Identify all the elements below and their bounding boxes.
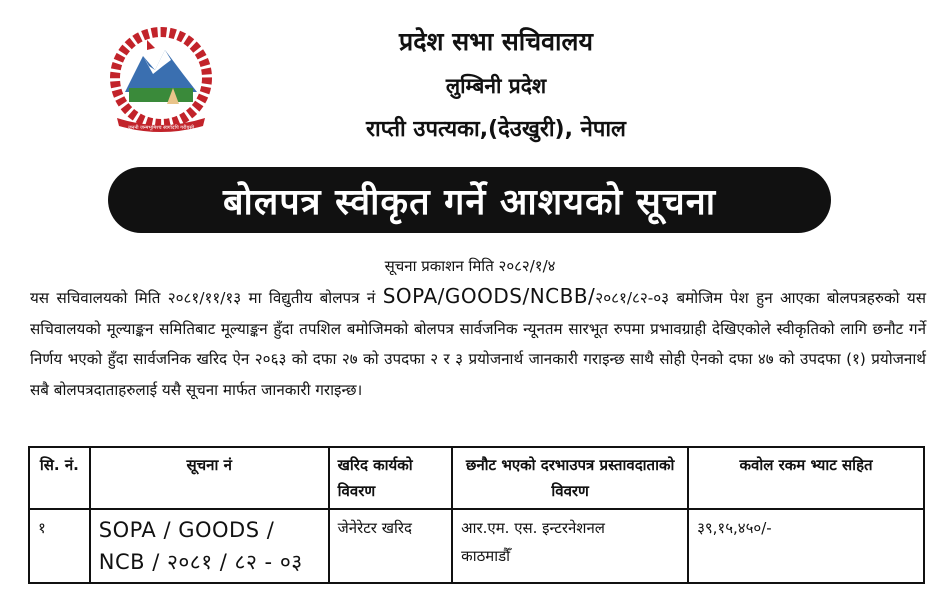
header-sn: सि. नं. [29,447,90,509]
tender-reference: SOPA/GOODS/NCBB/ [382,284,596,308]
body-part2: २०८१/८२-०३ बमोजिम पेश हुन आएका बोलपत्रहरुको यस सचिवालयको मूल्याङ्कन समितिबाट मूल्याङ्कन हुँदा तपशिल बमोजिमको बोलपत्र सार्वजनिक न्यूनतम सारभूत रुपमा प्रभावग्राही देखिएकोले स्वीकृतिको लागि छनौट गर्ने निर्णय भएको हुँदा सार्वजनिक खरिद ऐन २०६३ को दफा २७ को उपदफा २ र ३ प्रयोजनार्थ जानकारी गराइन्छ साथै सोही ऐनको दफा ४७ को उपदफा (१) प्रयोजनार्थ सबै बोलपत्रदाताहरुलाई यसै सूचना मार्फत जानकारी गराइन्छ। [30,289,926,399]
cell-notice-no [90,509,329,583]
header-notice-no: सूचना नं [90,447,329,509]
cell-bidder-line2: काठमाडौँ [461,547,511,565]
header-bidder: छनौट भएको दरभाउपत्र प्रस्तावदाताको विवरण [452,447,688,509]
cell-notice-line2: NCB / २०८१ / ८२ - ०३ [98,550,303,574]
nepal-emblem [103,26,219,138]
office-address: राप्ती उपत्यका,(देउखुरी), नेपाल [366,117,626,142]
cell-amount: ३९,१५,४५०/- [688,509,924,583]
body-part1: यस सचिवालयको मिति २०८१/११/१३ मा विद्युतीय बोलपत्र नं [30,289,383,307]
cell-notice-line1: SOPA / GOODS / [98,518,275,542]
table-header-row [29,447,924,509]
organization-title: प्रदेश सभा सचिवालय [399,27,593,56]
cell-bidder-line1: आर.एम. एस. इन्टरनेशनल [461,519,605,537]
notice-banner [108,167,831,233]
bid-table [28,446,925,584]
publication-date: सूचना प्रकाशन मिति २०८२/१/४ [384,257,556,275]
cell-sn: १ [29,509,90,583]
table-row [29,509,924,583]
header-amount: कवोल रकम भ्याट सहित [688,447,924,509]
notice-banner-title: बोलपत्र स्वीकृत गर्ने आशयको सूचना [222,181,717,223]
cell-bidder [452,509,688,583]
notice-body [30,281,926,405]
svg-text:जननी जन्मभूमिश्च स्वर्गादपि गर: जननी जन्मभूमिश्च स्वर्गादपि गरीयसी [127,125,195,131]
province-name: लुम्बिनी प्रदेश [445,74,547,98]
header-description: खरिद कार्यको विवरण [329,447,453,509]
cell-description: जेनेरेटर खरिद [329,509,453,583]
